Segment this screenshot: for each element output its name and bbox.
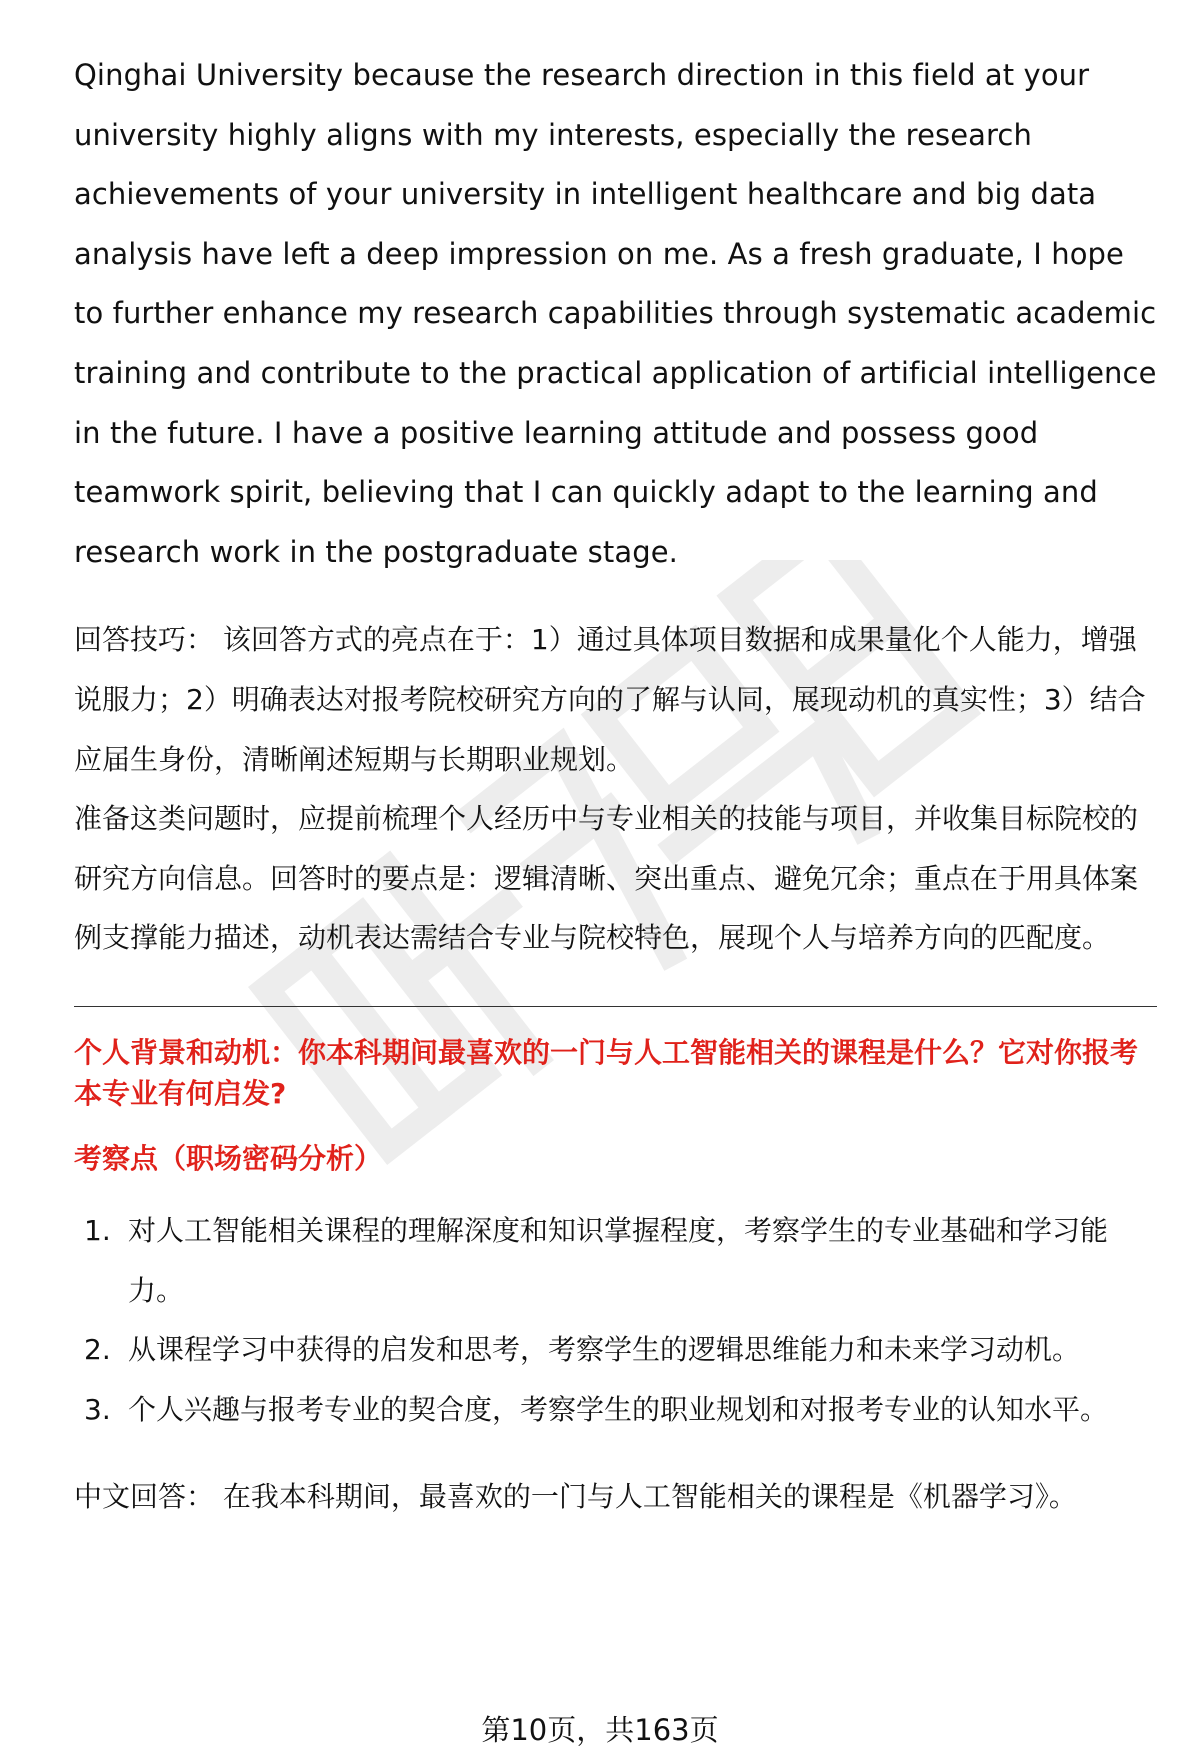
answer-tips-paragraph: 回答技巧： 该回答方式的亮点在于：1）通过具体项目数据和成果量化个人能力，增强说服力；2）明确表达对报考院校研究方向的了解与认同，展现动机的真实性；3）结合应届生身份，清晰阐述短期与长期职业规划。 [74, 623, 1146, 776]
list-item [74, 1380, 1159, 1440]
section-divider [74, 1006, 1157, 1007]
list-item [74, 1201, 1159, 1320]
chinese-answer-paragraph: 中文回答： 在我本科期间，最喜欢的一门与人工智能相关的课程是《机器学习》。 [74, 1480, 1077, 1514]
question-heading: 个人背景和动机：你本科期间最喜欢的一门与人工智能相关的课程是什么？它对你报考本专业有何启发? [74, 1035, 1139, 1110]
page-number-footer: 第10页，共163页 [481, 1713, 719, 1747]
list-item-text: 个人兴趣与报考专业的契合度，考察学生的职业规划和对报考专业的认知水平。 [128, 1392, 1109, 1426]
intro-paragraph: Qinghai University because the research direction in this field at your university highly aligns with my interests, especially the research achievements of your university in intelligent healthcare and big data analysis have left a deep impression on me. As a fresh graduate, I hope to further enhance my research capabilities through systematic academic training and contribute to the practical application of artificial intelligence in the future. I have a positive learning attitude and possess good teamwork spirit, believing that I can quickly adapt to the learning and research work in the postgraduate stage. [74, 58, 1157, 569]
list-item-text: 对人工智能相关课程的理解深度和知识掌握程度，考察学生的专业基础和学习能力。 [128, 1213, 1109, 1307]
page-content [74, 46, 1159, 1527]
list-item-text: 从课程学习中获得的启发和思考，考察学生的逻辑思维能力和未来学习动机。 [128, 1333, 1081, 1367]
list-item-number: 2. [84, 1333, 111, 1367]
assessment-heading: 考察点（职场密码分析） [74, 1141, 383, 1175]
list-item [74, 1320, 1159, 1380]
list-item-number: 1. [84, 1213, 111, 1247]
list-item-number: 3. [84, 1392, 111, 1426]
preparation-paragraph: 准备这类问题时，应提前梳理个人经历中与专业相关的技能与项目，并收集目标院校的研究方向信息。回答时的要点是：逻辑清晰、突出重点、避免冗余；重点在于用具体案例支撑能力描述，动机表达需结合专业与院校特色，展现个人与培养方向的匹配度。 [74, 802, 1139, 955]
assessment-list [74, 1201, 1159, 1439]
